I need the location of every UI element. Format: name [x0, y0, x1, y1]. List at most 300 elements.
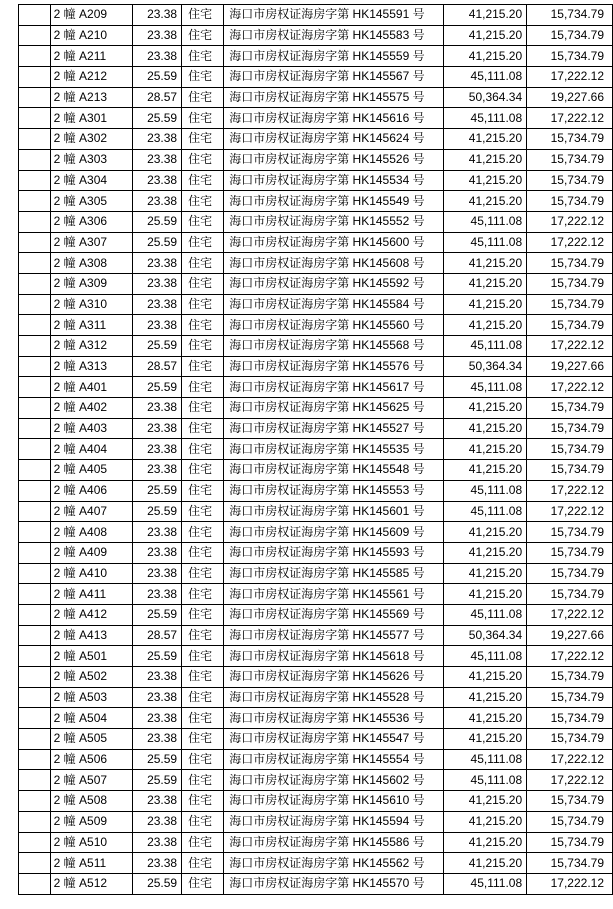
area-cell: 25.59: [133, 770, 182, 791]
unit-cell: 2 幢 A403: [50, 418, 133, 439]
value-cell: 45,111.08: [444, 770, 527, 791]
index-cell: [19, 377, 51, 398]
certificate-cell: 海口市房权证海房字第 HK145575 号: [224, 87, 444, 108]
table-row: [19, 398, 613, 419]
unit-cell: 2 幢 A307: [50, 232, 133, 253]
amount-cell: 17,222.12: [527, 232, 613, 253]
area-cell: 23.38: [133, 253, 182, 274]
usage-cell: 住宅: [182, 25, 224, 46]
amount-cell: 15,734.79: [527, 522, 613, 543]
certificate-cell: 海口市房权证海房字第 HK145618 号: [224, 646, 444, 667]
usage-cell: 住宅: [182, 398, 224, 419]
certificate-cell: 海口市房权证海房字第 HK145569 号: [224, 604, 444, 625]
value-cell: 45,111.08: [444, 480, 527, 501]
value-cell: 41,215.20: [444, 191, 527, 212]
index-cell: [19, 336, 51, 357]
certificate-cell: 海口市房权证海房字第 HK145608 号: [224, 253, 444, 274]
amount-cell: 17,222.12: [527, 336, 613, 357]
certificate-cell: 海口市房权证海房字第 HK145600 号: [224, 232, 444, 253]
usage-cell: 住宅: [182, 708, 224, 729]
value-cell: 41,215.20: [444, 708, 527, 729]
value-cell: 41,215.20: [444, 253, 527, 274]
usage-cell: 住宅: [182, 791, 224, 812]
table-row: [19, 584, 613, 605]
table-row: [19, 667, 613, 688]
table-row: [19, 67, 613, 88]
certificate-cell: 海口市房权证海房字第 HK145528 号: [224, 687, 444, 708]
table-row: [19, 25, 613, 46]
amount-cell: 17,222.12: [527, 604, 613, 625]
table-row: [19, 563, 613, 584]
certificate-cell: 海口市房权证海房字第 HK145585 号: [224, 563, 444, 584]
amount-cell: 17,222.12: [527, 480, 613, 501]
amount-cell: 15,734.79: [527, 273, 613, 294]
certificate-cell: 海口市房权证海房字第 HK145527 号: [224, 418, 444, 439]
area-cell: 23.38: [133, 5, 182, 26]
usage-cell: 住宅: [182, 315, 224, 336]
value-cell: 50,364.34: [444, 356, 527, 377]
unit-cell: 2 幢 A411: [50, 584, 133, 605]
usage-cell: 住宅: [182, 211, 224, 232]
index-cell: [19, 356, 51, 377]
certificate-cell: 海口市房权证海房字第 HK145576 号: [224, 356, 444, 377]
value-cell: 41,215.20: [444, 832, 527, 853]
area-cell: 23.38: [133, 708, 182, 729]
table-row: [19, 646, 613, 667]
usage-cell: 住宅: [182, 480, 224, 501]
certificate-cell: 海口市房权证海房字第 HK145554 号: [224, 749, 444, 770]
usage-cell: 住宅: [182, 625, 224, 646]
value-cell: 41,215.20: [444, 170, 527, 191]
value-cell: 41,215.20: [444, 149, 527, 170]
certificate-cell: 海口市房权证海房字第 HK145617 号: [224, 377, 444, 398]
area-cell: 25.59: [133, 211, 182, 232]
area-cell: 25.59: [133, 480, 182, 501]
value-cell: 41,215.20: [444, 667, 527, 688]
amount-cell: 15,734.79: [527, 542, 613, 563]
unit-cell: 2 幢 A305: [50, 191, 133, 212]
usage-cell: 住宅: [182, 46, 224, 67]
index-cell: [19, 667, 51, 688]
usage-cell: 住宅: [182, 563, 224, 584]
unit-cell: 2 幢 A507: [50, 770, 133, 791]
table-row: [19, 191, 613, 212]
certificate-cell: 海口市房权证海房字第 HK145602 号: [224, 770, 444, 791]
value-cell: 41,215.20: [444, 853, 527, 874]
unit-cell: 2 幢 A405: [50, 460, 133, 481]
index-cell: [19, 853, 51, 874]
usage-cell: 住宅: [182, 170, 224, 191]
usage-cell: 住宅: [182, 873, 224, 894]
area-cell: 23.38: [133, 853, 182, 874]
value-cell: 41,215.20: [444, 129, 527, 150]
area-cell: 23.38: [133, 522, 182, 543]
index-cell: [19, 439, 51, 460]
area-cell: 23.38: [133, 149, 182, 170]
certificate-cell: 海口市房权证海房字第 HK145610 号: [224, 791, 444, 812]
value-cell: 41,215.20: [444, 563, 527, 584]
usage-cell: 住宅: [182, 832, 224, 853]
certificate-cell: 海口市房权证海房字第 HK145561 号: [224, 584, 444, 605]
unit-cell: 2 幢 A309: [50, 273, 133, 294]
amount-cell: 17,222.12: [527, 770, 613, 791]
table-row: [19, 708, 613, 729]
value-cell: 41,215.20: [444, 687, 527, 708]
usage-cell: 住宅: [182, 67, 224, 88]
usage-cell: 住宅: [182, 604, 224, 625]
table-row: [19, 604, 613, 625]
table-row: [19, 542, 613, 563]
area-cell: 25.59: [133, 336, 182, 357]
area-cell: 23.38: [133, 542, 182, 563]
certificate-cell: 海口市房权证海房字第 HK145552 号: [224, 211, 444, 232]
index-cell: [19, 708, 51, 729]
unit-cell: 2 幢 A504: [50, 708, 133, 729]
usage-cell: 住宅: [182, 646, 224, 667]
area-cell: 23.38: [133, 129, 182, 150]
value-cell: 45,111.08: [444, 232, 527, 253]
certificate-cell: 海口市房权证海房字第 HK145553 号: [224, 480, 444, 501]
unit-cell: 2 幢 A505: [50, 729, 133, 750]
area-cell: 23.38: [133, 439, 182, 460]
area-cell: 25.59: [133, 873, 182, 894]
table-row: [19, 480, 613, 501]
unit-cell: 2 幢 A212: [50, 67, 133, 88]
table-row: [19, 460, 613, 481]
table-row: [19, 873, 613, 894]
usage-cell: 住宅: [182, 729, 224, 750]
amount-cell: 15,734.79: [527, 191, 613, 212]
index-cell: [19, 542, 51, 563]
unit-cell: 2 幢 A313: [50, 356, 133, 377]
index-cell: [19, 87, 51, 108]
index-cell: [19, 253, 51, 274]
usage-cell: 住宅: [182, 232, 224, 253]
usage-cell: 住宅: [182, 542, 224, 563]
value-cell: 45,111.08: [444, 211, 527, 232]
index-cell: [19, 25, 51, 46]
amount-cell: 17,222.12: [527, 646, 613, 667]
certificate-cell: 海口市房权证海房字第 HK145526 号: [224, 149, 444, 170]
value-cell: 41,215.20: [444, 25, 527, 46]
value-cell: 45,111.08: [444, 336, 527, 357]
amount-cell: 15,734.79: [527, 729, 613, 750]
amount-cell: 15,734.79: [527, 253, 613, 274]
index-cell: [19, 418, 51, 439]
value-cell: 41,215.20: [444, 273, 527, 294]
value-cell: 41,215.20: [444, 315, 527, 336]
amount-cell: 15,734.79: [527, 811, 613, 832]
table-row: [19, 108, 613, 129]
table-row: [19, 356, 613, 377]
usage-cell: 住宅: [182, 460, 224, 481]
table-row: [19, 211, 613, 232]
usage-cell: 住宅: [182, 439, 224, 460]
unit-cell: 2 幢 A213: [50, 87, 133, 108]
index-cell: [19, 480, 51, 501]
amount-cell: 15,734.79: [527, 832, 613, 853]
certificate-cell: 海口市房权证海房字第 HK145601 号: [224, 501, 444, 522]
amount-cell: 15,734.79: [527, 584, 613, 605]
unit-cell: 2 幢 A210: [50, 25, 133, 46]
amount-cell: 19,227.66: [527, 356, 613, 377]
usage-cell: 住宅: [182, 336, 224, 357]
index-cell: [19, 170, 51, 191]
index-cell: [19, 832, 51, 853]
value-cell: 41,215.20: [444, 584, 527, 605]
usage-cell: 住宅: [182, 853, 224, 874]
unit-cell: 2 幢 A510: [50, 832, 133, 853]
certificate-cell: 海口市房权证海房字第 HK145559 号: [224, 46, 444, 67]
amount-cell: 15,734.79: [527, 687, 613, 708]
index-cell: [19, 149, 51, 170]
amount-cell: 15,734.79: [527, 708, 613, 729]
table-row: [19, 418, 613, 439]
amount-cell: 15,734.79: [527, 418, 613, 439]
index-cell: [19, 687, 51, 708]
value-cell: 45,111.08: [444, 67, 527, 88]
area-cell: 25.59: [133, 67, 182, 88]
area-cell: 23.38: [133, 170, 182, 191]
area-cell: 23.38: [133, 398, 182, 419]
usage-cell: 住宅: [182, 273, 224, 294]
unit-cell: 2 幢 A501: [50, 646, 133, 667]
value-cell: 41,215.20: [444, 460, 527, 481]
amount-cell: 15,734.79: [527, 439, 613, 460]
amount-cell: 15,734.79: [527, 667, 613, 688]
unit-cell: 2 幢 A302: [50, 129, 133, 150]
value-cell: 41,215.20: [444, 398, 527, 419]
certificate-cell: 海口市房权证海房字第 HK145562 号: [224, 853, 444, 874]
index-cell: [19, 522, 51, 543]
unit-cell: 2 幢 A409: [50, 542, 133, 563]
certificate-cell: 海口市房权证海房字第 HK145577 号: [224, 625, 444, 646]
index-cell: [19, 129, 51, 150]
amount-cell: 15,734.79: [527, 563, 613, 584]
value-cell: 50,364.34: [444, 625, 527, 646]
table-row: [19, 749, 613, 770]
value-cell: 41,215.20: [444, 791, 527, 812]
unit-cell: 2 幢 A401: [50, 377, 133, 398]
unit-cell: 2 幢 A304: [50, 170, 133, 191]
area-cell: 23.38: [133, 418, 182, 439]
area-cell: 23.38: [133, 191, 182, 212]
certificate-cell: 海口市房权证海房字第 HK145549 号: [224, 191, 444, 212]
area-cell: 23.38: [133, 460, 182, 481]
amount-cell: 15,734.79: [527, 25, 613, 46]
area-cell: 25.59: [133, 604, 182, 625]
area-cell: 23.38: [133, 46, 182, 67]
table-row: [19, 336, 613, 357]
certificate-cell: 海口市房权证海房字第 HK145560 号: [224, 315, 444, 336]
unit-cell: 2 幢 A413: [50, 625, 133, 646]
index-cell: [19, 770, 51, 791]
area-cell: 23.38: [133, 791, 182, 812]
certificate-cell: 海口市房权证海房字第 HK145568 号: [224, 336, 444, 357]
certificate-cell: 海口市房权证海房字第 HK145591 号: [224, 5, 444, 26]
area-cell: 23.38: [133, 273, 182, 294]
usage-cell: 住宅: [182, 129, 224, 150]
unit-cell: 2 幢 A506: [50, 749, 133, 770]
value-cell: 45,111.08: [444, 501, 527, 522]
usage-cell: 住宅: [182, 501, 224, 522]
unit-cell: 2 幢 A211: [50, 46, 133, 67]
table-row: [19, 439, 613, 460]
index-cell: [19, 67, 51, 88]
value-cell: 41,215.20: [444, 418, 527, 439]
value-cell: 41,215.20: [444, 294, 527, 315]
area-cell: 28.57: [133, 87, 182, 108]
amount-cell: 17,222.12: [527, 749, 613, 770]
usage-cell: 住宅: [182, 294, 224, 315]
index-cell: [19, 398, 51, 419]
value-cell: 41,215.20: [444, 46, 527, 67]
usage-cell: 住宅: [182, 356, 224, 377]
certificate-cell: 海口市房权证海房字第 HK145584 号: [224, 294, 444, 315]
index-cell: [19, 273, 51, 294]
amount-cell: 15,734.79: [527, 398, 613, 419]
table-row: [19, 770, 613, 791]
index-cell: [19, 563, 51, 584]
usage-cell: 住宅: [182, 749, 224, 770]
value-cell: 41,215.20: [444, 542, 527, 563]
table-row: [19, 811, 613, 832]
certificate-cell: 海口市房权证海房字第 HK145583 号: [224, 25, 444, 46]
usage-cell: 住宅: [182, 522, 224, 543]
unit-cell: 2 幢 A508: [50, 791, 133, 812]
area-cell: 23.38: [133, 687, 182, 708]
table-row: [19, 87, 613, 108]
certificate-cell: 海口市房权证海房字第 HK145548 号: [224, 460, 444, 481]
certificate-cell: 海口市房权证海房字第 HK145609 号: [224, 522, 444, 543]
table-row: [19, 501, 613, 522]
index-cell: [19, 46, 51, 67]
index-cell: [19, 232, 51, 253]
area-cell: 23.38: [133, 811, 182, 832]
index-cell: [19, 625, 51, 646]
certificate-cell: 海口市房权证海房字第 HK145567 号: [224, 67, 444, 88]
certificate-cell: 海口市房权证海房字第 HK145626 号: [224, 667, 444, 688]
table-row: [19, 149, 613, 170]
amount-cell: 17,222.12: [527, 501, 613, 522]
amount-cell: 15,734.79: [527, 5, 613, 26]
table-row: [19, 791, 613, 812]
property-table: [18, 4, 613, 895]
table-row: [19, 253, 613, 274]
area-cell: 23.38: [133, 294, 182, 315]
index-cell: [19, 646, 51, 667]
index-cell: [19, 294, 51, 315]
index-cell: [19, 5, 51, 26]
value-cell: 45,111.08: [444, 749, 527, 770]
certificate-cell: 海口市房权证海房字第 HK145535 号: [224, 439, 444, 460]
area-cell: 25.59: [133, 377, 182, 398]
value-cell: 41,215.20: [444, 5, 527, 26]
table-row: [19, 5, 613, 26]
area-cell: 25.59: [133, 749, 182, 770]
unit-cell: 2 幢 A412: [50, 604, 133, 625]
amount-cell: 15,734.79: [527, 315, 613, 336]
area-cell: 23.38: [133, 584, 182, 605]
unit-cell: 2 幢 A407: [50, 501, 133, 522]
amount-cell: 15,734.79: [527, 170, 613, 191]
property-table-body: [19, 5, 613, 895]
amount-cell: 15,734.79: [527, 791, 613, 812]
value-cell: 45,111.08: [444, 873, 527, 894]
unit-cell: 2 幢 A402: [50, 398, 133, 419]
usage-cell: 住宅: [182, 253, 224, 274]
amount-cell: 15,734.79: [527, 46, 613, 67]
amount-cell: 15,734.79: [527, 853, 613, 874]
value-cell: 41,215.20: [444, 522, 527, 543]
table-row: [19, 129, 613, 150]
usage-cell: 住宅: [182, 584, 224, 605]
amount-cell: 19,227.66: [527, 625, 613, 646]
index-cell: [19, 584, 51, 605]
certificate-cell: 海口市房权证海房字第 HK145625 号: [224, 398, 444, 419]
table-row: [19, 46, 613, 67]
area-cell: 25.59: [133, 108, 182, 129]
unit-cell: 2 幢 A311: [50, 315, 133, 336]
index-cell: [19, 604, 51, 625]
table-row: [19, 273, 613, 294]
unit-cell: 2 幢 A502: [50, 667, 133, 688]
table-row: [19, 729, 613, 750]
value-cell: 41,215.20: [444, 729, 527, 750]
value-cell: 45,111.08: [444, 108, 527, 129]
amount-cell: 15,734.79: [527, 460, 613, 481]
amount-cell: 19,227.66: [527, 87, 613, 108]
unit-cell: 2 幢 A209: [50, 5, 133, 26]
unit-cell: 2 幢 A308: [50, 253, 133, 274]
usage-cell: 住宅: [182, 191, 224, 212]
usage-cell: 住宅: [182, 667, 224, 688]
unit-cell: 2 幢 A509: [50, 811, 133, 832]
unit-cell: 2 幢 A312: [50, 336, 133, 357]
table-row: [19, 294, 613, 315]
table-row: [19, 522, 613, 543]
usage-cell: 住宅: [182, 687, 224, 708]
certificate-cell: 海口市房权证海房字第 HK145594 号: [224, 811, 444, 832]
usage-cell: 住宅: [182, 418, 224, 439]
unit-cell: 2 幢 A406: [50, 480, 133, 501]
amount-cell: 17,222.12: [527, 377, 613, 398]
amount-cell: 15,734.79: [527, 294, 613, 315]
value-cell: 45,111.08: [444, 646, 527, 667]
index-cell: [19, 211, 51, 232]
value-cell: 41,215.20: [444, 439, 527, 460]
certificate-cell: 海口市房权证海房字第 HK145616 号: [224, 108, 444, 129]
area-cell: 23.38: [133, 25, 182, 46]
value-cell: 45,111.08: [444, 377, 527, 398]
value-cell: 50,364.34: [444, 87, 527, 108]
unit-cell: 2 幢 A410: [50, 563, 133, 584]
unit-cell: 2 幢 A512: [50, 873, 133, 894]
area-cell: 25.59: [133, 232, 182, 253]
table-row: [19, 232, 613, 253]
usage-cell: 住宅: [182, 5, 224, 26]
value-cell: 45,111.08: [444, 604, 527, 625]
table-row: [19, 832, 613, 853]
certificate-cell: 海口市房权证海房字第 HK145624 号: [224, 129, 444, 150]
area-cell: 23.38: [133, 563, 182, 584]
index-cell: [19, 315, 51, 336]
index-cell: [19, 108, 51, 129]
area-cell: 23.38: [133, 667, 182, 688]
area-cell: 28.57: [133, 356, 182, 377]
unit-cell: 2 幢 A301: [50, 108, 133, 129]
usage-cell: 住宅: [182, 108, 224, 129]
